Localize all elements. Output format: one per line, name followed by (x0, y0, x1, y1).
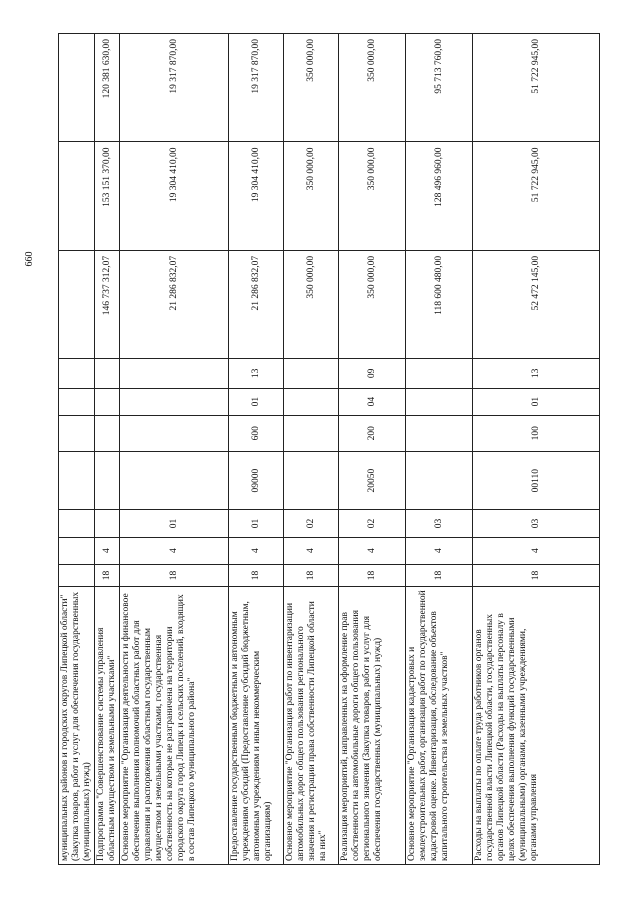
cell-code: 18 (120, 564, 229, 587)
table-row (473, 34, 600, 865)
cell-rz: 01 (473, 388, 600, 415)
cell-csr2 (406, 451, 473, 510)
cell-cs: 4 (95, 537, 120, 564)
cell-vr: 200 (339, 415, 406, 451)
cell-pr (95, 359, 120, 388)
table-row (59, 34, 95, 865)
cell-cs: 4 (229, 537, 284, 564)
cell-csr2 (59, 451, 95, 510)
cell-pr (120, 359, 229, 388)
row-name: Реализация мероприятий, направленных на оформление прав собственности на автомобильные дороги общего пользования регионального значения (Закупка товаров, работ и услуг для обеспечения государственных (муниципальных) нужд) (339, 587, 406, 865)
cell-cs: 4 (120, 537, 229, 564)
cell-rz (59, 388, 95, 415)
cell-vr (120, 415, 229, 451)
table-row (120, 34, 229, 865)
cell-sum-1: 52 472 145,00 (473, 250, 600, 358)
cell-code: 18 (406, 564, 473, 587)
cell-rz (95, 388, 120, 415)
cell-rz (284, 388, 339, 415)
cell-sum-1: 350 000,00 (339, 250, 406, 358)
cell-sum-2: 350 000,00 (284, 142, 339, 250)
row-name: муниципальных районов и городских округов Липецкой области" (Закупка товаров, работ и услуг для обеспечения государственных (муниципальных) нужд) (59, 587, 95, 865)
cell-csr2 (95, 451, 120, 510)
rotated-page-frame (58, 33, 594, 865)
cell-sum-3: 350 000,00 (339, 34, 406, 142)
cell-csr (95, 510, 120, 537)
cell-sum-1: 118 600 480,00 (406, 250, 473, 358)
row-name: Подпрограмма "Совершенствование системы управления областным имуществом и земельными участками" (95, 587, 120, 865)
cell-rz: 04 (339, 388, 406, 415)
table-row (406, 34, 473, 865)
cell-rz (406, 388, 473, 415)
cell-sum-3: 51 722 945,00 (473, 34, 600, 142)
cell-code: 18 (95, 564, 120, 587)
cell-code (59, 564, 95, 587)
cell-sum-1: 350 000,00 (284, 250, 339, 358)
cell-cs: 4 (339, 537, 406, 564)
cell-csr (59, 510, 95, 537)
cell-sum-2: 153 151 370,00 (95, 142, 120, 250)
row-name: Предоставление государственным бюджетным и автономным учреждениям субсидий (Предоставление субсидий бюджетным, автономным учреждениям и иным некоммерческим организациям) (229, 587, 284, 865)
cell-sum-3: 19 317 870,00 (120, 34, 229, 142)
cell-sum-2 (59, 142, 95, 250)
cell-csr2 (120, 451, 229, 510)
cell-sum-1 (59, 250, 95, 358)
row-name: Расходы на выплаты по оплате труда работников органов государственной власти Липецкой области, государственных органов Липецкой области (Расходы на выплаты персоналу в целях обеспечения выполнения функций государственными (муниципальными) органами, казенными учреждениями, органами управления (473, 587, 600, 865)
cell-vr: 600 (229, 415, 284, 451)
cell-pr (59, 359, 95, 388)
page-number: 660 (24, 251, 35, 267)
cell-csr: 02 (284, 510, 339, 537)
cell-cs: 4 (406, 537, 473, 564)
table-row (229, 34, 284, 865)
cell-sum-3: 95 713 760,00 (406, 34, 473, 142)
cell-sum-2: 350 000,00 (339, 142, 406, 250)
cell-rz (120, 388, 229, 415)
cell-csr2: 00110 (473, 451, 600, 510)
cell-vr: 100 (473, 415, 600, 451)
cell-csr2 (284, 451, 339, 510)
cell-csr2: 20050 (339, 451, 406, 510)
cell-sum-2: 19 304 410,00 (120, 142, 229, 250)
cell-code: 18 (339, 564, 406, 587)
cell-code: 18 (473, 564, 600, 587)
cell-sum-1: 146 737 312,07 (95, 250, 120, 358)
cell-csr2: 09000 (229, 451, 284, 510)
cell-sum-1: 21 286 832,07 (120, 250, 229, 358)
cell-csr: 01 (229, 510, 284, 537)
cell-cs: 4 (473, 537, 600, 564)
row-name: Основное мероприятие "Организация работ по инвентаризации автомобильных дорог общего пользования регионального значения и регистрации права собственности Липецкой области на них" (284, 587, 339, 865)
table-row (339, 34, 406, 865)
cell-vr (59, 415, 95, 451)
cell-code: 18 (284, 564, 339, 587)
cell-sum-3 (59, 34, 95, 142)
table-row (95, 34, 120, 865)
cell-cs (59, 537, 95, 564)
cell-sum-1: 21 286 832,07 (229, 250, 284, 358)
cell-pr (284, 359, 339, 388)
cell-csr: 03 (473, 510, 600, 537)
cell-pr: 09 (339, 359, 406, 388)
row-name: Основное мероприятие "Организация деятельности и финансовое обеспечение выполнения полномочий областных работ для управления и распоряжения областным государственным имуществом и земельными участками, государственная собственность на которые не разграничена на территории городского округа город Липецк и сельских поселений, входящих в состав Липецкого муниципального района" (120, 587, 229, 865)
cell-sum-2: 128 496 960,00 (406, 142, 473, 250)
cell-rz: 01 (229, 388, 284, 415)
cell-sum-3: 120 381 630,00 (95, 34, 120, 142)
cell-vr (95, 415, 120, 451)
table-row (284, 34, 339, 865)
cell-cs: 4 (284, 537, 339, 564)
cell-pr: 13 (229, 359, 284, 388)
cell-pr (406, 359, 473, 388)
cell-csr: 03 (406, 510, 473, 537)
budget-table (58, 33, 594, 865)
row-name: Основное мероприятие "Организация кадастровых и землеустроительных работ, организация работ по государственной кадастровой оценке. Инвентаризация, обследование объектов капитального строительства и земельных участков" (406, 587, 473, 865)
cell-sum-2: 51 722 945,00 (473, 142, 600, 250)
cell-csr: 01 (120, 510, 229, 537)
cell-sum-3: 19 317 870,00 (229, 34, 284, 142)
cell-pr: 13 (473, 359, 600, 388)
cell-vr (406, 415, 473, 451)
cell-sum-2: 19 304 410,00 (229, 142, 284, 250)
cell-code: 18 (229, 564, 284, 587)
cell-csr: 02 (339, 510, 406, 537)
cell-vr (284, 415, 339, 451)
cell-sum-3: 350 000,00 (284, 34, 339, 142)
